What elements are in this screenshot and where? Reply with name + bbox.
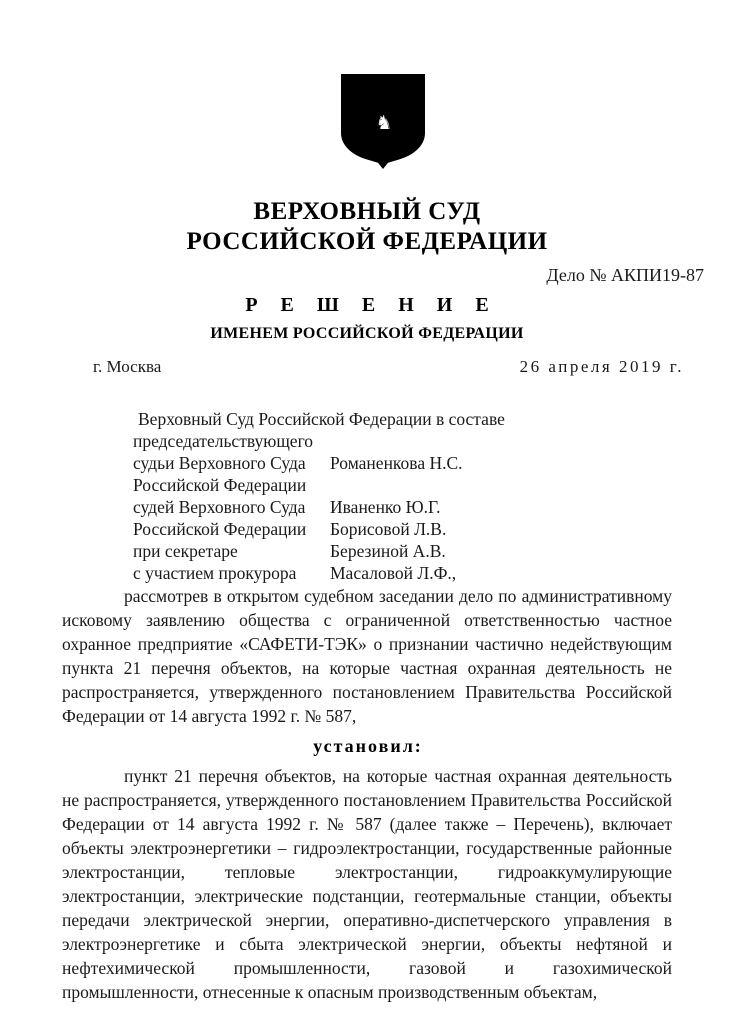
shield-icon: [340, 73, 426, 170]
composition-role: Российской Федерации: [133, 519, 307, 539]
composition-row: [133, 540, 672, 562]
document-subtitle: ИМЕНЕМ РОССИЙСКОЙ ФЕДЕРАЦИИ: [210, 325, 524, 342]
horseman-icon: ♞: [375, 112, 393, 134]
court-composition: [133, 408, 672, 584]
court-title-line1: ВЕРХОВНЫЙ СУД: [253, 198, 481, 225]
composition-row: [133, 496, 672, 518]
composition-person: Борисовой Л.В.: [330, 519, 447, 539]
composition-person: Романенкова Н.С.: [330, 453, 463, 473]
composition-role: при секретаре: [133, 541, 238, 561]
composition-row: [133, 452, 672, 474]
city-label: г. Москва: [93, 357, 162, 376]
coat-of-arms-icon: [340, 73, 426, 170]
paragraph-case-intro: рассмотрев в открытом судебном заседании дело по административному исковому заявлению общества с ограниченной ответственностью частное охранное предприятие «САФЕТИ-ТЭК» о признании частично недействующим пункта 21 перечня объектов, на которые частная охранная деятельность не распространяется, утвержденного постановлением Правительства Российской Федерации от 14 августа 1992 г. № 587,: [62, 586, 672, 726]
composition-intro-line2: председательствующего: [133, 431, 314, 451]
composition-role: судьи Верховного Суда: [133, 453, 306, 473]
ustanovil-heading: установил:: [313, 736, 423, 756]
composition-row: [133, 562, 672, 584]
composition-role: Российской Федерации: [133, 475, 307, 495]
composition-person: Березиной А.В.: [330, 541, 446, 561]
composition-person: Масаловой Л.Ф.,: [330, 563, 457, 583]
composition-role: с участием прокурора: [133, 563, 297, 583]
court-title-line2: РОССИЙСКОЙ ФЕДЕРАЦИИ: [186, 228, 548, 255]
composition-row: [133, 474, 672, 496]
composition-role: судей Верховного Суда: [133, 497, 306, 517]
document-type-heading: Р Е Ш Е Н И Е: [245, 294, 498, 316]
composition-intro-line1: Верховный Суд Российской Федерации в составе: [138, 409, 505, 429]
court-title: [0, 197, 734, 257]
composition-row: [133, 518, 672, 540]
decision-date: 26 апреля 2019 г.: [519, 357, 684, 376]
case-number: Дело № АКПИ19-87: [546, 265, 704, 285]
paragraph-decision-body: пункт 21 перечня объектов, на которые частная охранная деятельность не распространяется, утвержденного постановлением Правительства Российской Федерации от 14 августа 1992 г. № 587 (далее также – Перечень), включает объекты электроэнергетики – гидроэлектростанции, государственные районные электростанции, тепловые электростанции, гидроаккумулирующие электростанции, электрические подстанции, геотермальные станции, объекты передачи электрической энергии, оперативно-диспетчерского управления в электроэнергетике и сбыта электрической энергии, объекты нефтяной и нефтехимической промышленности, газовой и газохимической промышленности, отнесенные к опасным производственным объектам,: [62, 766, 672, 1002]
place-date-row: [93, 356, 684, 378]
composition-person: [330, 474, 672, 496]
composition-person: Иваненко Ю.Г.: [330, 497, 441, 517]
